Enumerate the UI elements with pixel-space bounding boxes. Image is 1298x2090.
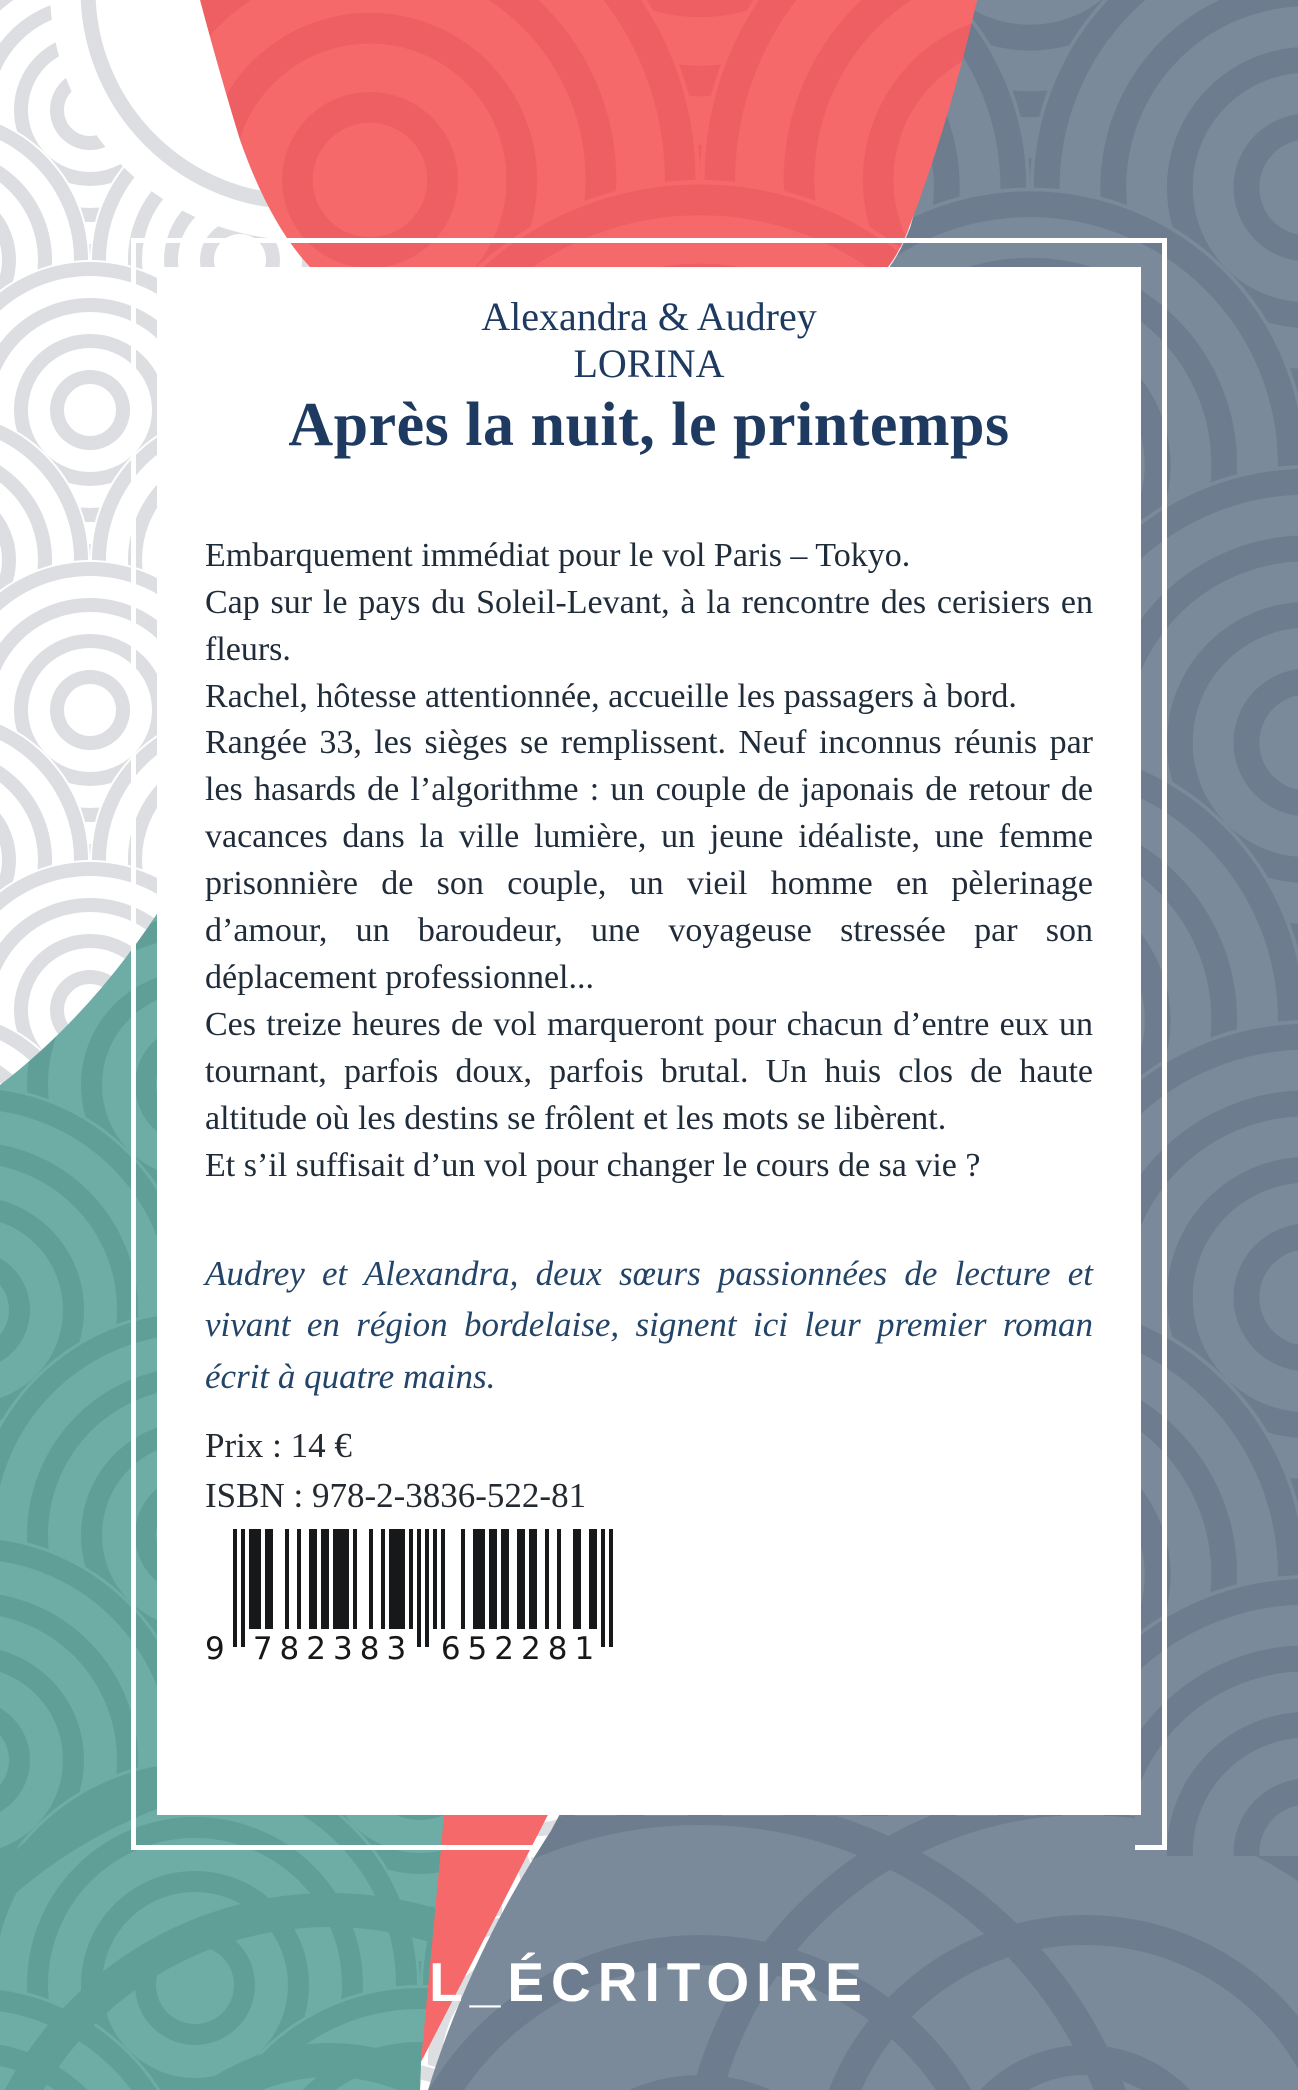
- synopsis-paragraph: Ces treize heures de vol marqueront pour chacun d’entre eux un tournant, parfois doux, parfois brutal. Un huis clos de haute altitude où les destins se frôlent et les mots se libèrent.: [205, 1005, 1093, 1137]
- barcode-digits-left: 782383: [252, 1630, 414, 1667]
- synopsis-paragraph: Embarquement immédiat pour le vol Paris – Tokyo.: [205, 536, 911, 574]
- author-names: Alexandra & Audrey: [481, 294, 817, 339]
- barcode-digits-right: 652281: [440, 1630, 602, 1667]
- coral-waves-area: [200, 0, 977, 267]
- synopsis-paragraph: Cap sur le pays du Soleil-Levant, à la rencontre des cerisiers en fleurs.: [205, 583, 1093, 668]
- barcode-digit-lead: 9: [205, 1630, 225, 1667]
- pricing-block: [205, 1421, 1093, 1521]
- author-bio: Audrey et Alexandra, deux sœurs passionnées de lecture et vivant en région bordelaise, signent ici leur premier roman écrit à quatre mains.: [205, 1253, 1093, 1397]
- book-title: Après la nuit, le printemps: [288, 391, 1010, 460]
- barcode: [205, 1529, 645, 1667]
- synopsis: [205, 533, 1093, 1190]
- back-cover-panel: [157, 267, 1141, 1815]
- publisher-logo: L_ÉCRITOIRE: [429, 1951, 869, 2013]
- barcode-bars: [233, 1529, 617, 1647]
- price-label: Prix : 14 €: [205, 1425, 352, 1465]
- synopsis-paragraph: Rachel, hôtesse attentionnée, accueille les passagers à bord.: [205, 677, 1017, 715]
- barcode-digits: [205, 1631, 645, 1667]
- author-surname: LORINA: [573, 341, 725, 387]
- synopsis-paragraph: Rangée 33, les sièges se remplissent. Neuf inconnus réunis par les hasards de l’algorithme : un couple de japonais de retour de vacances dans la ville lumière, un jeune idéaliste, une femme prisonnière de son couple, un vieil homme en pèlerinage d’amour, un baroudeur, une voyageuse stressée par son déplacement professionnel...: [205, 724, 1093, 996]
- synopsis-paragraph: Et s’il suffisait d’un vol pour changer le cours de sa vie ?: [205, 1146, 981, 1184]
- isbn-label: ISBN : 978-2-3836-522-81: [205, 1475, 587, 1515]
- author-block: [205, 293, 1093, 387]
